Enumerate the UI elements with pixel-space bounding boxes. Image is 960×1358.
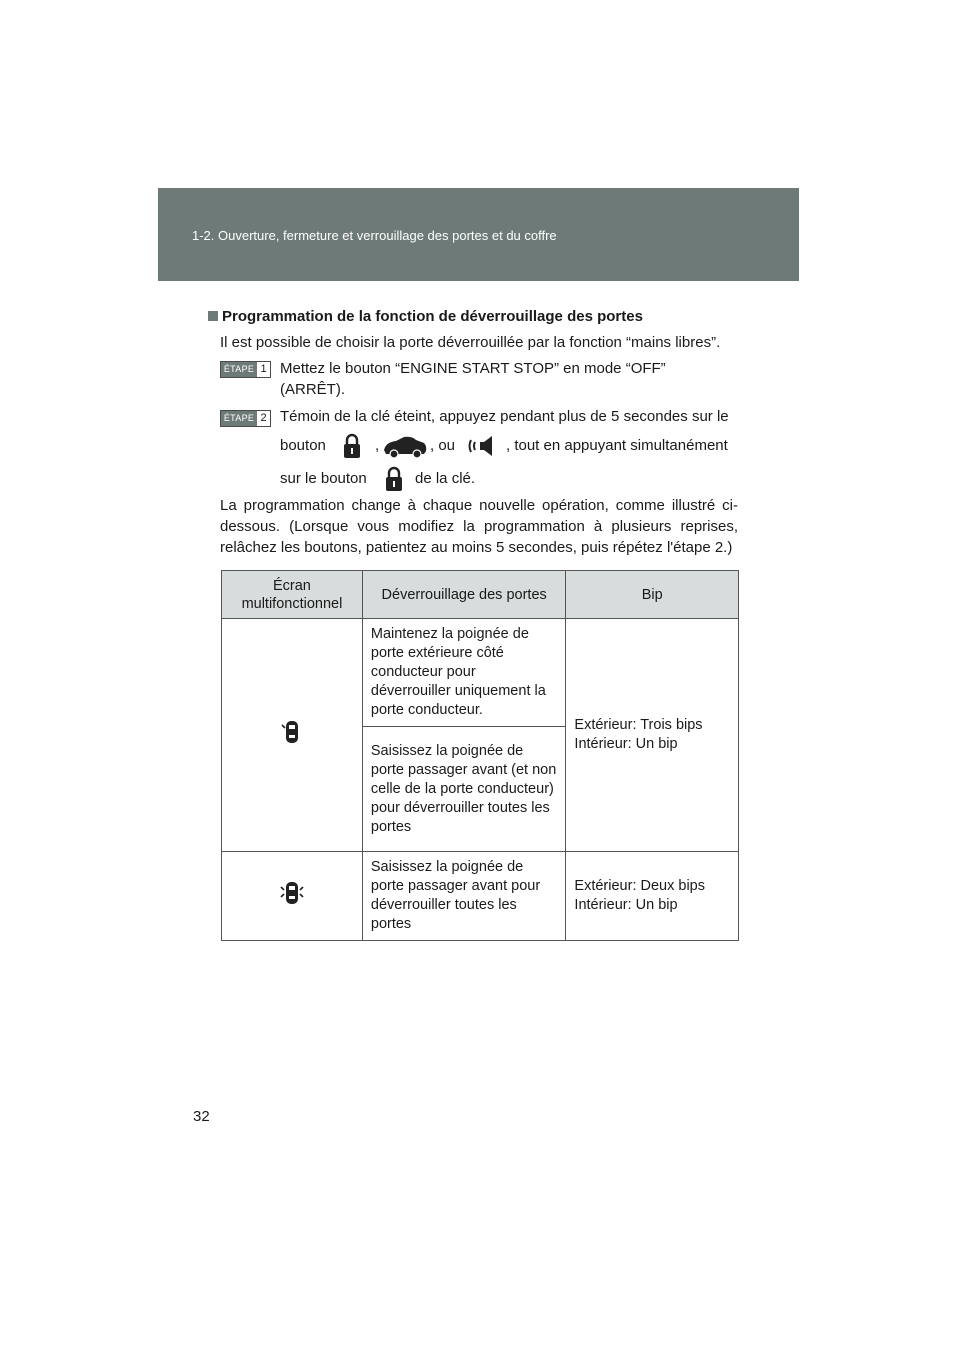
section-heading-text: Programmation de la fonction de déverrouillage des portes [222,308,643,325]
beep-cell [566,852,739,941]
trunk-icon [382,434,428,460]
display-icon-cell [222,852,363,941]
step-2-tag [220,410,271,427]
step-1-line2: (ARRÊT). [280,381,345,398]
beep-interior: Intérieur: Un bip [574,736,678,752]
step-1-tag [220,361,271,378]
table-header-beep: Bip [566,571,739,619]
table-row [222,852,739,941]
step-2-ou: , ou [430,437,456,454]
table-header-display: Écran multifonctionnel [222,571,363,619]
page-number: 32 [193,1108,210,1125]
beep-exterior: Extérieur: Deux bips [574,878,705,894]
table-header-row [222,571,739,619]
unlock-description: Saisissez la poignée de porte passager avant (et non celle de la porte conducteur) pour déverrouiller toutes les portes [362,727,566,852]
section-intro: Il est possible de choisir la porte déverrouillée par la fonction “mains libres”. [220,334,721,351]
step-2-line3b: de la clé. [415,470,476,487]
beep-exterior: Extérieur: Trois bips [574,717,703,733]
lock-icon [382,465,406,493]
display-icon-cell [222,619,363,852]
programming-table [221,570,739,941]
step-1-text [280,358,735,400]
table-row [222,619,739,727]
programming-paragraph: La programmation change à chaque nouvelle opération, comme illustré ci-dessous. (Lorsque vous modifiez la programmation à plusieurs reprises, relâchez les boutons, patientez au moins 5 secondes, puis répétez l'étape 2.) [220,497,738,556]
chapter-title: 1-2. Ouverture, fermeture et verrouillage des portes et du coffre [192,228,557,243]
beep-interior: Intérieur: Un bip [574,897,678,913]
step-2-bouton-label: bouton [280,437,326,454]
square-bullet-icon [208,311,218,321]
step-number: 2 [260,412,267,424]
step-2-line1: Témoin de la clé éteint, appuyez pendant plus de 5 secondes sur le [280,408,729,425]
lock-icon [340,432,364,460]
section-heading [208,308,643,325]
driver-door-car-icon [281,719,303,745]
step-number: 1 [260,363,267,375]
step-1-line1: Mettez le bouton “ENGINE START STOP” en mode “OFF” [280,360,666,377]
step-2-line3a: sur le bouton [280,470,367,487]
panic-icon [466,432,496,460]
table-header-unlock: Déverrouillage des portes [362,571,566,619]
unlock-description: Saisissez la poignée de porte passager avant pour déverrouiller toutes les portes [362,852,566,941]
beep-cell [566,619,739,852]
all-doors-car-icon [279,880,305,906]
step-label: ÉTAPE [221,362,257,377]
step-2-after: , tout en appuyant simultanément [506,437,728,454]
step-label: ÉTAPE [221,411,257,426]
step-2-comma: , [375,437,380,454]
unlock-description: Maintenez la poignée de porte extérieure côté conducteur pour déverrouiller uniquement la porte conducteur. [362,619,566,727]
